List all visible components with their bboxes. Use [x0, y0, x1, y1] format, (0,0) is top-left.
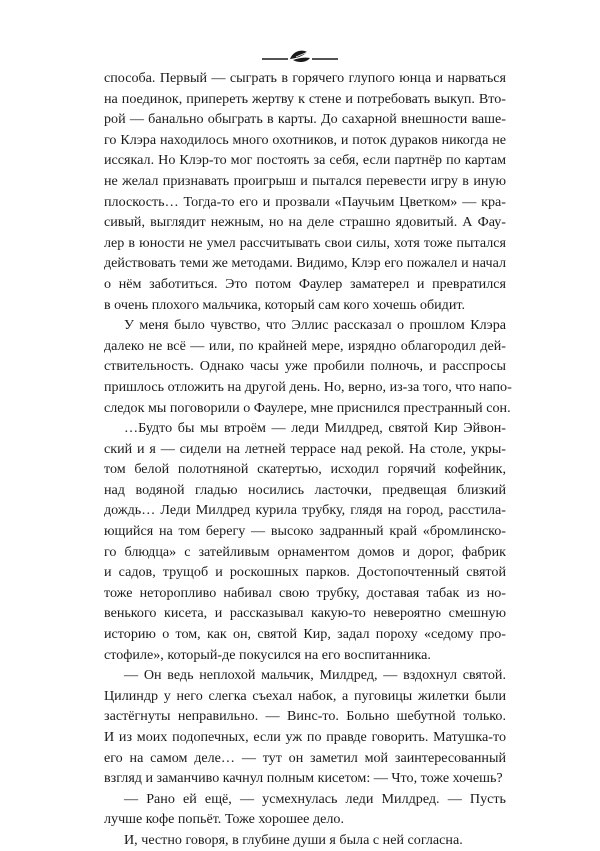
text-line: том белой полотняной скатертью, исходил горячий кофейник, — [104, 461, 506, 478]
text-line: иссякал. Но Клэр-то мог постоять за себя, если партнёр по картам — [104, 152, 506, 169]
text-line: историю о том, как он, святой Кир, задал пороху «седому про- — [104, 626, 506, 643]
text-line: го блюдца» с затейливым орнаментом домов и дорог, фабрик — [104, 543, 506, 560]
text-line: далеко не всё — или, по крайней мере, изрядно облагородил дей- — [104, 337, 506, 354]
text-line: тоже неторопливо набивал свою трубку, доставая табак из но- — [104, 584, 506, 601]
text-line: о нём заботиться. Это потом Фаулер заматерел и превратился — [104, 275, 506, 292]
text-line: способа. Первый — сыграть в горячего глупого юнца и нарваться — [104, 70, 506, 86]
text-line: действовать теми же методами. Видимо, Клэр его пожалел и начал — [104, 255, 506, 272]
text-line: взгляд и заманчиво качнул полным кисетом: — Что, тоже хочешь? — [104, 770, 503, 787]
text-line: не желал признавать проигрыш и пытался перевести игру в иную — [104, 172, 506, 189]
text-line: — Он ведь неплохой мальчик, Милдред, — вздохнул святой. — [124, 667, 506, 684]
text-line: ский и я — сидели на летней террасе над рекой. На столе, укры- — [104, 440, 506, 457]
text-line: — Рано ей ещё, — усмехнулась леди Милдред. — Пусть — [124, 790, 506, 807]
text-line: ствительность. Однако часы уже пробили полночь, и расспросы — [104, 358, 506, 375]
page-body-text — [104, 68, 512, 851]
text-line: дождь… Леди Милдред курила трубку, глядя на город, расстила- — [104, 502, 506, 519]
text-line: венького кисета, и рассказывал какую-то невероятно смешную — [104, 605, 506, 622]
paragraph — [104, 418, 506, 665]
text-line: застёгнуты неправильно. — Винс-то. Больно шебутной только. — [104, 708, 506, 725]
text-line: пришлось отложить на другой день. Но, верно, из-за того, что напо- — [104, 378, 512, 395]
paragraph — [104, 665, 506, 789]
text-line: следок мы поговорили о Фаулере, мне приснился престранный сон. — [104, 399, 511, 416]
text-line: рой — банально обыграть в карты. До сахарной внешности ваше- — [104, 111, 506, 128]
text-line: И из моих подопечных, если уж по правде говорить. Матушка-то — [104, 729, 506, 745]
text-line: лучше кофе попьёт. Тоже хорошее дело. — [104, 811, 344, 828]
paragraph — [104, 830, 506, 851]
paragraph — [104, 789, 506, 830]
paragraph — [104, 68, 506, 315]
text-line: над водяной гладью носились ласточки, предвещая близкий — [104, 481, 506, 498]
chapter-ornament — [0, 44, 600, 68]
text-line: И, честно говоря, в глубине души я была с ней согласна. — [124, 831, 463, 848]
text-line: плоскость… Тогда-то его и прозвали «Паучьим Цветком» — кра- — [104, 193, 506, 210]
text-line: лер в юности не умел рассчитывать свои силы, хотя тоже пытался — [104, 234, 506, 251]
text-line: ющийся на том берегу — высоко задранный край «бромлинско- — [104, 523, 506, 540]
text-line: его на самом деле… — тут он заметил мой заинтересованный — [104, 749, 506, 766]
text-line: в очень плохого мальчика, который сам кого хочешь обидит. — [104, 296, 466, 313]
text-line: го Клэра находилось много охотников, и поток дураков никогда не — [104, 131, 506, 148]
text-line: сивый, выглядит нежным, но на деле страшно ядовитый. А Фау- — [104, 214, 506, 231]
book-leaf-ornament-icon — [260, 46, 340, 66]
text-line: Цилиндр у него слегка съехал набок, а пуговицы жилетки были — [104, 687, 506, 704]
text-line: У меня было чувство, что Эллис рассказал о прошлом Клэра — [124, 317, 506, 334]
text-line: на поединок, припереть жертву к стене и потребовать выкуп. Вто- — [104, 90, 506, 107]
text-line: и садов, трущоб и роскошных парков. Достопочтенный святой — [104, 564, 506, 581]
text-line: стофиле», который-де покусился на его воспитанника. — [104, 646, 431, 663]
text-line: …Будто бы мы втроём — леди Милдред, святой Кир Эйвон- — [124, 420, 506, 437]
paragraph — [104, 315, 512, 418]
